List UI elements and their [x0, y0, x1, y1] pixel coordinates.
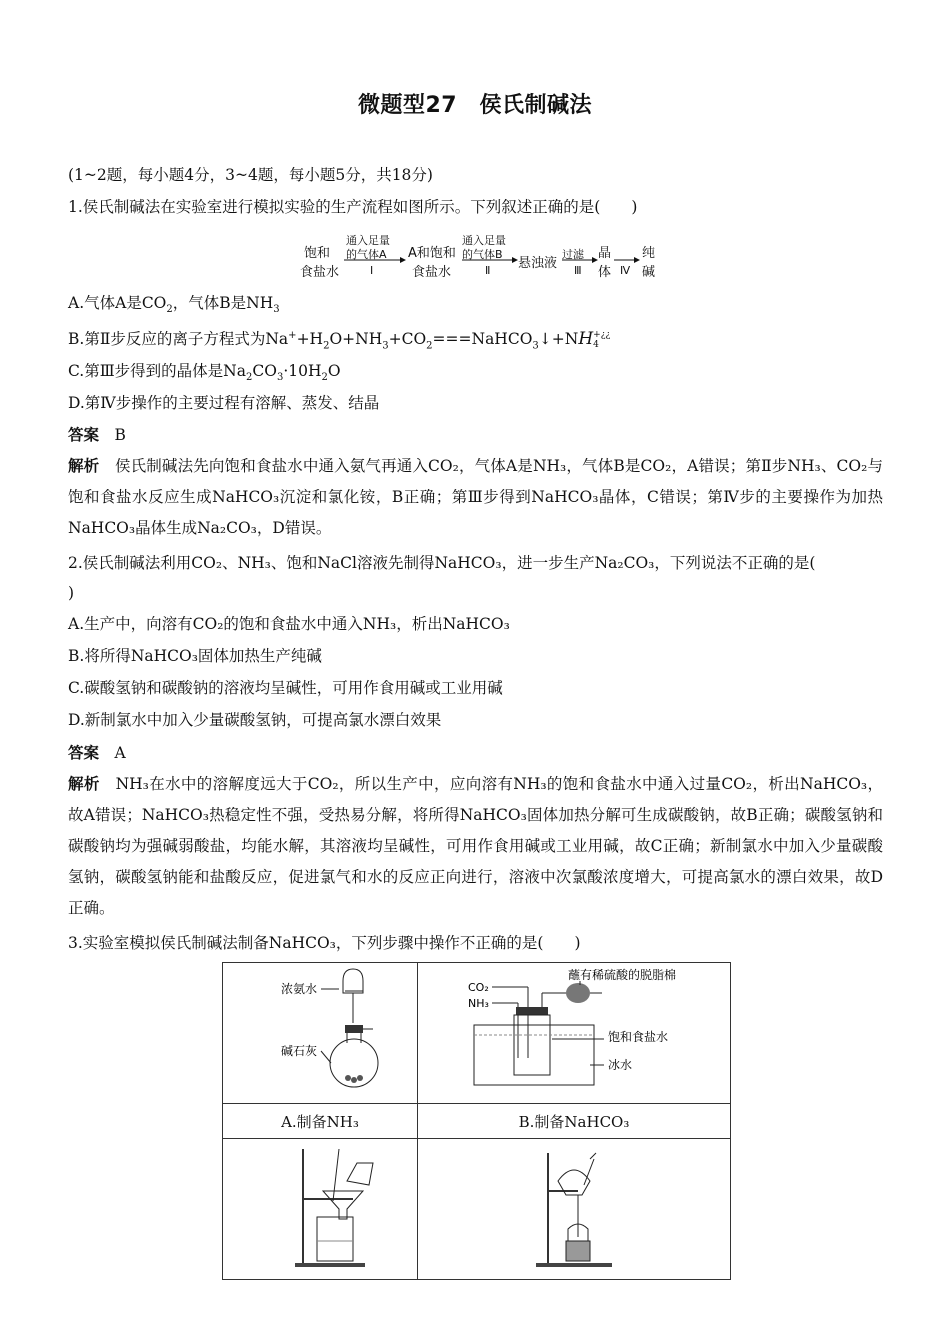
page-title: 微题型27 侯氏制碱法 — [357, 93, 593, 118]
flow-crystal-bottom: 体 — [598, 265, 612, 280]
q1-option-b: B.第Ⅱ步反应的离子方程式为$Na^++H_2O+NH_3+CO_2===NaHCO_3↓+NH$ +¿¿ 4 — [68, 329, 611, 352]
heating-apparatus-figure — [418, 1139, 730, 1275]
q2-option-a: A.生产中，向溶有CO₂的饱和食盐水中通入NH₃，析出NaHCO₃ — [68, 615, 510, 633]
flow-arrow4-step: Ⅳ — [620, 264, 631, 277]
fig-a-label-ammonia: 浓氨水 — [281, 982, 318, 996]
q2-option-c: C.碳酸氢钠和碳酸钠的溶液均呈碱性，可用作食用碱或工业用碱 — [68, 679, 503, 697]
q1-answer: 答案 B — [68, 426, 126, 444]
intro-text: (1~2题，每小题4分，3~4题，每小题5分，共18分) — [68, 166, 433, 184]
flow-arrow2-top1: 通入足量 — [462, 234, 506, 247]
flow-mid-top: A和饱和 — [408, 246, 456, 261]
fig-b-caption: B.制备NaHCO₃ — [418, 1104, 731, 1139]
q1-option-a: A.气体A是$CO_2$，气体B是$NH_3$ — [68, 294, 280, 316]
fig-a-caption: A.制备NH₃ — [223, 1104, 418, 1139]
fig-a-cell — [223, 963, 418, 1104]
q1-option-c: C.第Ⅲ步得到的晶体是$Na_2CO_3\cdot 10H_2O$ — [68, 362, 341, 384]
flow-mid-bottom: 食盐水 — [412, 265, 452, 280]
q2-option-d: D.新制氯水中加入少量碳酸氢钠，可提高氯水漂白效果 — [68, 711, 442, 729]
fig-b-cell — [418, 963, 731, 1104]
flow-product-top: 纯 — [642, 246, 656, 261]
filtration-apparatus-figure — [223, 1139, 417, 1275]
fig-b-label-co2: CO₂ — [468, 981, 489, 994]
q1-option-d: D.第Ⅳ步操作的主要过程有溶解、蒸发、结晶 — [68, 394, 380, 412]
flow-product-bottom: 碱 — [642, 265, 656, 280]
fig-b-label-icewater: 冰水 — [608, 1058, 633, 1072]
nahco3-apparatus-figure — [418, 963, 730, 1099]
flow-arrow1-top1: 通入足量 — [346, 234, 390, 247]
q2-stem-end: ) — [68, 584, 75, 602]
flow-suspension: 悬浊液 — [518, 256, 558, 271]
q2-answer: 答案 A — [68, 744, 126, 762]
q1-stem: 1.侯氏制碱法在实验室进行模拟实验的生产流程如图所示。下列叙述正确的是( ) — [68, 198, 638, 216]
flow-arrow2-top2: 的气体B — [462, 248, 503, 261]
fig-a-label-lime: 碱石灰 — [281, 1044, 318, 1058]
flow-crystal-top: 晶 — [598, 246, 612, 261]
flow-arrow1-step: Ⅰ — [370, 264, 374, 277]
flow-start-bottom: 食盐水 — [300, 265, 340, 280]
q2-option-b: B.将所得NaHCO₃固体加热生产纯碱 — [68, 647, 322, 665]
flow-start-top: 饱和 — [304, 246, 331, 261]
fig-b-label-cotton: 蘸有稀硫酸的脱脂棉 — [568, 968, 677, 982]
flow-arrow1-top2: 的气体A — [346, 248, 387, 261]
nh3-apparatus-figure — [223, 963, 417, 1099]
flow-arrow3-top: 过滤 — [562, 248, 584, 261]
q2-stem: 2.侯氏制碱法利用CO₂、NH₃、饱和NaCl溶液先制得NaHCO₃，进一步生产Na₂CO₃，下列说法不正确的是( — [68, 554, 816, 572]
flow-arrow2-step: Ⅱ — [485, 264, 491, 277]
fig-c-cell — [223, 1139, 418, 1280]
fig-d-cell — [418, 1139, 731, 1280]
fig-b-label-nh3: NH₃ — [468, 997, 489, 1010]
fig-b-label-brine: 饱和食盐水 — [608, 1030, 669, 1044]
flow-arrow3-step: Ⅲ — [574, 264, 582, 277]
q1-analysis: 解析 侯氏制碱法先向饱和食盐水中通入氨气再通入CO₂，气体A是NH₃，气体B是CO₂，A错误；第Ⅱ步NH₃、CO₂与饱和食盐水反应生成NaHCO₃沉淀和氯化铵，B正确；第Ⅲ步得到NaHCO₃晶体，C错误；第Ⅳ步的主要操作为加热NaHCO₃晶体生成Na₂CO₃，D错误。 — [68, 457, 883, 537]
q3-figure-table — [222, 962, 731, 1280]
q3-stem: 3.实验室模拟侯氏制碱法制备NaHCO₃，下列步骤中操作不正确的是( ) — [68, 934, 581, 952]
q2-analysis: 解析 NH₃在水中的溶解度远大于CO₂，所以生产中，应向溶有NH₃的饱和食盐水中通入过量CO₂，析出NaHCO₃，故A错误；NaHCO₃热稳定性不强，受热易分解，将所得NaHCO₃固体加热分解可生成碳酸钠，故B正确；碳酸氢钠和碳酸钠均为强碱弱酸盐，均能水解，其溶液均呈碱性，可用作食用碱或工业用碱，故C正确；新制氯水中加入少量碳酸氢钠，碳酸氢钠能和盐酸反应，促进氯气和水的反应正向进行，溶液中次氯酸浓度增大，可提高氯水的漂白效果，故D正确。 — [68, 775, 883, 917]
q1-flow-diagram — [300, 228, 660, 280]
